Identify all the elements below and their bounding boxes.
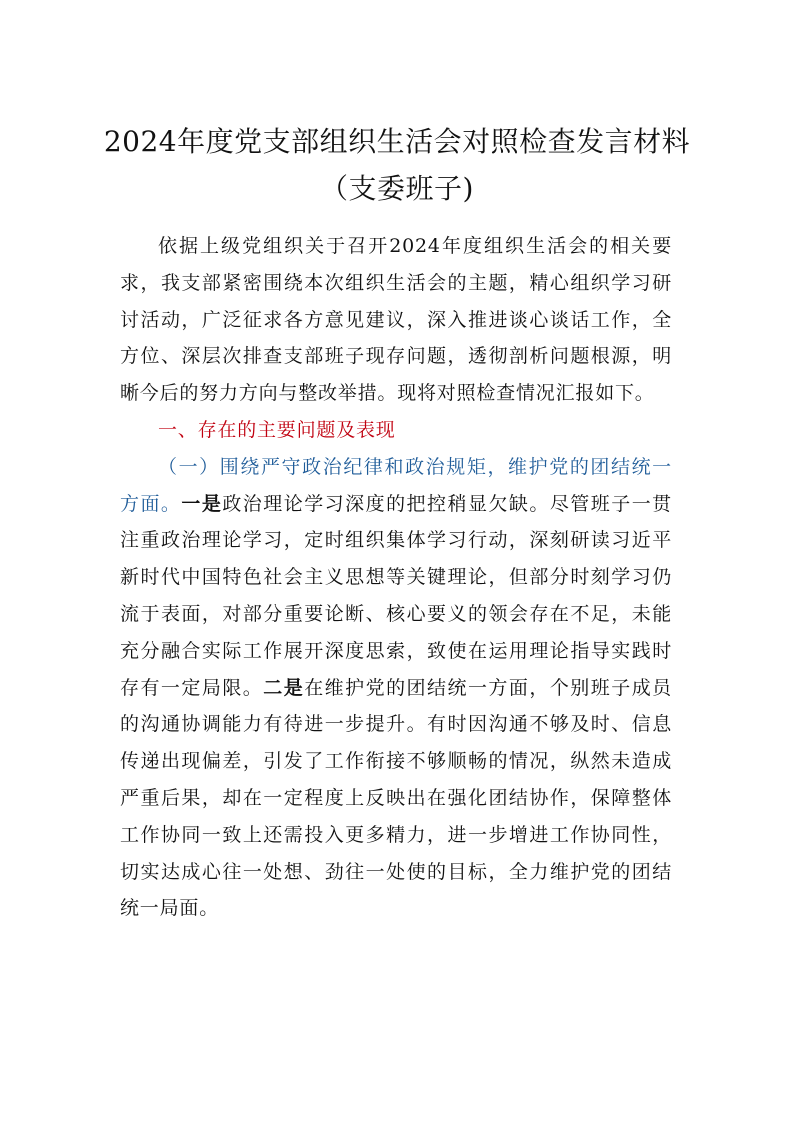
section-1-paragraph — [120, 449, 672, 927]
point-2-label: 二是 — [263, 676, 305, 699]
section-heading-1: 一、存在的主要问题及表现 — [158, 418, 396, 441]
subsection-heading-1: （一）围绕严守政治纪律和政治规矩，维护党的团结统一方面。 — [120, 455, 672, 515]
intro-paragraph: 依据上级党组织关于召开2024年度组织生活会的相关要求，我支部紧密围绕本次组织生活会的主题，精心组织学习研讨活动，广泛征求各方意见建议，深入推进谈心谈话工作，全方位、深层次排查支部班子现存问题，透彻剖析问题根源，明晰今后的努力方向与整改举措。现将对照检查情况汇报如下。 — [120, 235, 672, 405]
document-title: 2024年度党支部组织生活会对照检查发言材料（支委班子) — [103, 125, 691, 205]
document-body — [120, 228, 672, 927]
point-1-text: 政治理论学习深度的把控稍显欠缺。尽管班子一贯注重政治理论学习，定时组织集体学习行动，深刻研读习近平新时代中国特色社会主义思想等关键理论，但部分时刻学习仍流于表面，对部分重要论断、核心要义的领会存在不足，未能充分融合实际工作展开深度思索，致使在运用理论指导实践时存有一定局限。 — [120, 492, 672, 699]
point-1-label: 一是 — [181, 492, 223, 515]
point-2-text: 在维护党的团结统一方面，个别班子成员的沟通协调能力有待进一步提升。有时因沟通不够及时、信息传递出现偏差，引发了工作衔接不够顺畅的情况，纵然未造成严重后果，却在一定程度上反映出在强化团结协作，保障整体工作协同一致上还需投入更多精力，进一步增进工作协同性，切实达成心往一处想、劲往一处使的目标，全力维护党的团结统一局面。 — [120, 676, 672, 920]
